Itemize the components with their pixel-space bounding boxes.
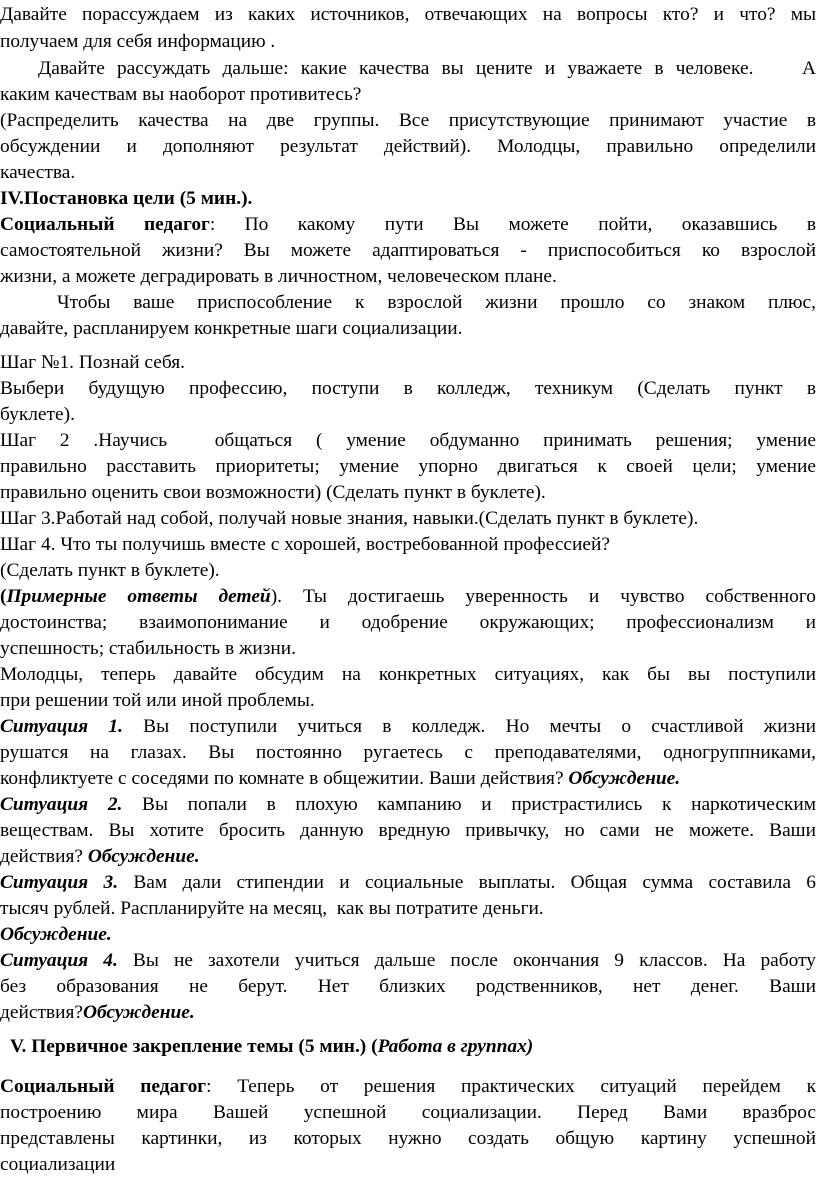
text-line: Чтобы ваше приспособление к взрослой жизни прошло со знаком плюс,	[57, 292, 816, 313]
text-line: конфликтуете с соседями по комнате в общежитии. Ваши действия? Обсуждение.	[0, 768, 681, 789]
text-line: жизни, а можете деградировать в личностном, человеческом плане.	[0, 266, 557, 287]
text-line: Шаг 3.Работай над собой, получай новые знания, навыки.(Сделать пункт в буклете).	[0, 508, 699, 529]
text-line: представлены картинки, из которых нужно создать общую картину успешной	[0, 1128, 816, 1149]
text-line: Давайте порассуждаем из каких источников, отвечающих на вопросы кто? и что? мы	[0, 4, 816, 25]
situation-label: Ситуация 2.	[0, 794, 123, 815]
text-line: действия?Обсуждение.	[0, 1002, 195, 1023]
text-line: Социальный педагог: По какому пути Вы можете пойти, оказавшись в	[0, 214, 816, 235]
text-line: Давайте рассуждать дальше: какие качества вы цените и уважаете в человеке. А	[38, 58, 816, 79]
text-line: Выбери будущую профессию, поступи в колледж, техникум (Сделать пункт в	[0, 378, 816, 399]
discussion-label: Обсуждение.	[83, 1002, 195, 1023]
speaker-label: Социальный педагог	[0, 1076, 207, 1097]
discussion-label: Обсуждение.	[0, 924, 112, 945]
speaker-label: Социальный педагог	[0, 214, 210, 235]
text-line: рушатся на глазах. Вы постоянно ругаетесь с преподавателями, одногруппниками,	[0, 742, 816, 763]
text-line: достоинства; взаимопонимание и одобрение окружающих; профессионализм и	[0, 612, 816, 633]
text-line: Шаг 2 .Научись общаться ( умение обдуманно принимать решения; умение	[0, 430, 816, 451]
text-line: получаем для себя информацию .	[0, 31, 276, 52]
text-line: (Примерные ответы детей). Ты достигаешь уверенность и чувство собственного	[0, 586, 816, 607]
text-line: каким качествам вы наоборот противитесь?	[0, 84, 362, 105]
discussion-label: Обсуждение.	[87, 846, 200, 867]
section-heading: IV.Постановка цели (5 мин.).	[0, 188, 253, 209]
text-line: (Сделать пункт в буклете).	[0, 560, 220, 581]
text-line: правильно расставить приоритеты; умение упорно двигаться к своей цели; умение	[0, 456, 816, 477]
text-line: Шаг 4. Что ты получишь вместе с хорошей, востребованной профессией?	[0, 534, 610, 555]
text-line: действия? Обсуждение.	[0, 846, 200, 867]
text-line: Ситуация 3. Вам дали стипендии и социальные выплаты. Общая сумма составила 6	[0, 872, 816, 893]
text-line: давайте, распланируем конкретные шаги социализации.	[0, 318, 463, 339]
text-line: успешность; стабильность в жизни.	[0, 638, 296, 659]
text-line: правильно оценить свои возможности) (Сделать пункт в буклете).	[0, 482, 546, 503]
text-line: буклете).	[0, 404, 75, 425]
situation-label: Ситуация 3.	[0, 872, 119, 893]
text-line: самостоятельной жизни? Вы можете адаптироваться - приспособиться ко взрослой	[0, 240, 816, 261]
text-line: тысяч рублей. Распланируйте на месяц, как вы потратите деньги.	[0, 898, 544, 919]
text-line: Ситуация 4. Вы не захотели учиться дальше после окончания 9 классов. На работу	[0, 950, 816, 971]
text-line: без образования не берут. Нет близких родственников, нет денег. Ваши	[0, 976, 816, 997]
text-line: Ситуация 2. Вы попали в плохую кампанию и пристрастились к наркотическим	[0, 794, 816, 815]
text-line: построению мира Вашей успешной социализации. Перед Вами вразброс	[0, 1102, 816, 1123]
text-line: веществам. Вы хотите бросить данную вредную привычку, но сами не можете. Ваши	[0, 820, 816, 841]
discussion-label: Обсуждение.	[568, 768, 681, 789]
text-line: Социальный педагог: Теперь от решения практических ситуаций перейдем к	[0, 1076, 816, 1097]
text-line: (Распределить качества на две группы. Все присутствующие принимают участие в	[0, 110, 816, 131]
text-line: социализации	[0, 1154, 116, 1175]
text-line: при решении той или иной проблемы.	[0, 690, 315, 711]
situation-label: Ситуация 1.	[0, 716, 123, 737]
situation-label: Ситуация 4.	[0, 950, 118, 971]
text-line: качества.	[0, 162, 76, 183]
section-heading: V. Первичное закрепление темы (5 мин.) (Работа в группах)	[10, 1036, 534, 1057]
text-line: обсуждении и дополняют результат действий). Молодцы, правильно определили	[0, 136, 816, 157]
text-line: Шаг №1. Познай себя.	[0, 352, 186, 373]
text-line: Молодцы, теперь давайте обсудим на конкретных ситуациях, как бы вы поступили	[0, 664, 816, 685]
text-line: Ситуация 1. Вы поступили учиться в колледж. Но мечты о счастливой жизни	[0, 716, 816, 737]
